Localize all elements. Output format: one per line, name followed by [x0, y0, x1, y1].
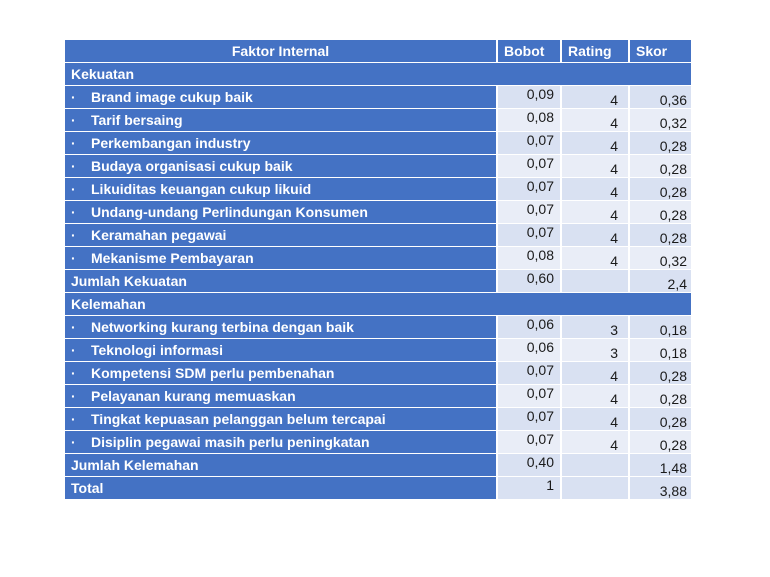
bullet-icon: · — [71, 411, 76, 427]
factor-name: Brand image cukup baik — [91, 89, 253, 105]
rating-cell: 4 — [562, 224, 628, 246]
factor-name: Teknologi informasi — [91, 342, 223, 358]
bullet-icon: · — [71, 181, 76, 197]
factor-name: Tingkat kepuasan pelanggan belum tercapai — [91, 411, 386, 427]
factor-cell — [65, 316, 496, 338]
skor-cell: 0,28 — [630, 178, 691, 200]
weaknesses-total-rating — [562, 454, 628, 476]
factor-cell — [65, 201, 496, 223]
table-row — [65, 385, 691, 407]
rating-cell: 4 — [562, 178, 628, 200]
strengths-total-skor: 2,4 — [630, 270, 691, 292]
bullet-icon: · — [71, 388, 76, 404]
rating-cell: 4 — [562, 408, 628, 430]
skor-cell: 0,18 — [630, 339, 691, 361]
factor-cell — [65, 224, 496, 246]
factor-name: Perkembangan industry — [91, 135, 251, 151]
bullet-icon: · — [71, 227, 76, 243]
ifas-table — [63, 39, 693, 500]
bullet-icon: · — [71, 204, 76, 220]
bobot-cell: 0,08 — [498, 247, 560, 269]
factor-cell — [65, 247, 496, 269]
grand-total-label: Total — [65, 477, 496, 499]
bullet-icon: · — [71, 434, 76, 450]
factor-name: Keramahan pegawai — [91, 227, 227, 243]
factor-cell — [65, 339, 496, 361]
factor-cell — [65, 86, 496, 108]
skor-cell: 0,28 — [630, 224, 691, 246]
skor-cell: 0,32 — [630, 247, 691, 269]
bullet-icon: · — [71, 250, 76, 266]
table-row — [65, 408, 691, 430]
strengths-total-rating — [562, 270, 628, 292]
skor-cell: 0,32 — [630, 109, 691, 131]
factor-name: Undang-undang Perlindungan Konsumen — [91, 204, 368, 220]
bobot-cell: 0,07 — [498, 385, 560, 407]
strengths-total-label: Jumlah Kekuatan — [65, 270, 496, 292]
weaknesses-total-skor: 1,48 — [630, 454, 691, 476]
rating-cell: 4 — [562, 247, 628, 269]
factor-cell — [65, 109, 496, 131]
bobot-cell: 0,08 — [498, 109, 560, 131]
factor-name: Budaya organisasi cukup baik — [91, 158, 293, 174]
table-row — [65, 247, 691, 269]
table-row — [65, 224, 691, 246]
skor-cell: 0,18 — [630, 316, 691, 338]
factor-cell — [65, 385, 496, 407]
rating-cell: 4 — [562, 132, 628, 154]
grand-total-row — [65, 477, 691, 499]
bobot-cell: 0,07 — [498, 201, 560, 223]
strengths-total-row — [65, 270, 691, 292]
bobot-cell: 0,09 — [498, 86, 560, 108]
skor-cell: 0,28 — [630, 362, 691, 384]
factor-cell — [65, 132, 496, 154]
factor-cell — [65, 362, 496, 384]
factor-cell — [65, 178, 496, 200]
grand-total-bobot: 1 — [498, 477, 560, 499]
weaknesses-section-title: Kelemahan — [65, 293, 691, 315]
skor-cell: 0,28 — [630, 201, 691, 223]
bobot-cell: 0,07 — [498, 362, 560, 384]
factor-cell — [65, 431, 496, 453]
skor-cell: 0,28 — [630, 431, 691, 453]
bobot-cell: 0,06 — [498, 339, 560, 361]
header-rating: Rating — [562, 40, 628, 62]
factor-name: Networking kurang terbina dengan baik — [91, 319, 354, 335]
bullet-icon: · — [71, 135, 76, 151]
header-skor: Skor — [630, 40, 691, 62]
table-row — [65, 86, 691, 108]
skor-cell: 0,28 — [630, 408, 691, 430]
bobot-cell: 0,07 — [498, 132, 560, 154]
bobot-cell: 0,07 — [498, 431, 560, 453]
skor-cell: 0,28 — [630, 155, 691, 177]
rating-cell: 4 — [562, 86, 628, 108]
header-bobot: Bobot — [498, 40, 560, 62]
table-row — [65, 201, 691, 223]
rating-cell: 3 — [562, 316, 628, 338]
table-row — [65, 431, 691, 453]
table-row — [65, 155, 691, 177]
factor-cell — [65, 155, 496, 177]
rating-cell: 4 — [562, 362, 628, 384]
bullet-icon: · — [71, 112, 76, 128]
bobot-cell: 0,07 — [498, 224, 560, 246]
grand-total-rating — [562, 477, 628, 499]
table-row — [65, 339, 691, 361]
bullet-icon: · — [71, 319, 76, 335]
factor-name: Pelayanan kurang memuaskan — [91, 388, 296, 404]
table-row — [65, 132, 691, 154]
header-factor: Faktor Internal — [65, 40, 496, 62]
weaknesses-total-bobot: 0,40 — [498, 454, 560, 476]
rating-cell: 4 — [562, 155, 628, 177]
bullet-icon: · — [71, 89, 76, 105]
table-row — [65, 109, 691, 131]
bobot-cell: 0,07 — [498, 178, 560, 200]
skor-cell: 0,36 — [630, 86, 691, 108]
skor-cell: 0,28 — [630, 132, 691, 154]
skor-cell: 0,28 — [630, 385, 691, 407]
bobot-cell: 0,07 — [498, 155, 560, 177]
factor-name: Mekanisme Pembayaran — [91, 250, 254, 266]
weaknesses-section-header — [65, 293, 691, 315]
bobot-cell: 0,07 — [498, 408, 560, 430]
table-row — [65, 316, 691, 338]
table-row — [65, 178, 691, 200]
strengths-section-header — [65, 63, 691, 85]
strengths-total-bobot: 0,60 — [498, 270, 560, 292]
strengths-section-title: Kekuatan — [65, 63, 691, 85]
weaknesses-total-row — [65, 454, 691, 476]
bullet-icon: · — [71, 365, 76, 381]
factor-name: Tarif bersaing — [91, 112, 183, 128]
weaknesses-total-label: Jumlah Kelemahan — [65, 454, 496, 476]
grand-total-skor: 3,88 — [630, 477, 691, 499]
rating-cell: 3 — [562, 339, 628, 361]
factor-name: Kompetensi SDM perlu pembenahan — [91, 365, 335, 381]
bullet-icon: · — [71, 342, 76, 358]
rating-cell: 4 — [562, 431, 628, 453]
bobot-cell: 0,06 — [498, 316, 560, 338]
factor-cell — [65, 408, 496, 430]
bullet-icon: · — [71, 158, 76, 174]
rating-cell: 4 — [562, 385, 628, 407]
header-row — [65, 40, 691, 62]
factor-name: Disiplin pegawai masih perlu peningkatan — [91, 434, 370, 450]
rating-cell: 4 — [562, 109, 628, 131]
table-row — [65, 362, 691, 384]
factor-name: Likuiditas keuangan cukup likuid — [91, 181, 312, 197]
rating-cell: 4 — [562, 201, 628, 223]
